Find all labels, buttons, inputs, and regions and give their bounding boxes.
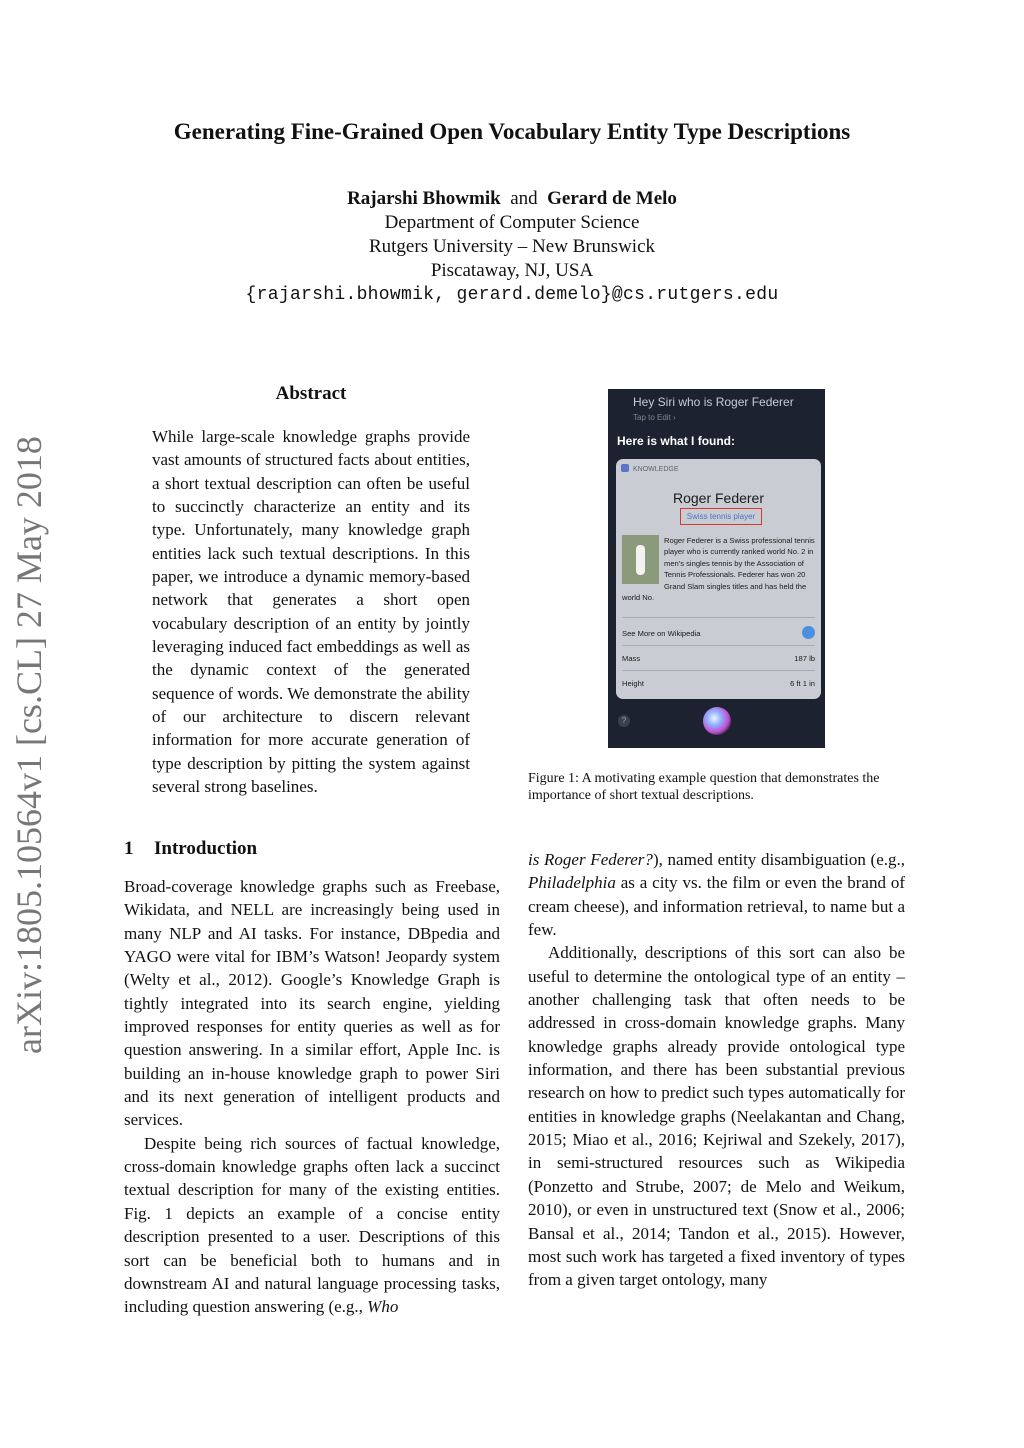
knowledge-card xyxy=(616,459,821,699)
intro-p2-italic: Who xyxy=(367,1297,399,1317)
affiliation-dept: Department of Computer Science xyxy=(384,212,640,233)
siri-tap-to-edit: Tap to Edit › xyxy=(633,413,676,422)
intro-paragraph-2 xyxy=(124,1132,500,1319)
continuation-italic: is Roger Federer? xyxy=(528,850,653,869)
entity-description-text: Roger Federer is a Swiss professional tennis player who is currently ranked world No. 2 in men's singles tennis by the Association of Tennis Professionals. Federer has won 20 Grand Slam singles titles and has held the world No. xyxy=(622,536,815,603)
safari-icon xyxy=(802,626,815,639)
paper-title: Generating Fine-Grained Open Vocabulary Entity Type Descriptions xyxy=(173,119,851,144)
intro-paragraph-1: Broad-coverage knowledge graphs such as Freebase, Wikidata, and NELL are increasingly being used in many NLP and AI tasks. For instance, DBpedia and YAGO were vital for IBM’s Watson! Jeopardy system (Welty et al., 2012). Google’s Knowledge Graph is tightly integrated into its search engine, yielding improved responses for entity queries as well as for question answering. In a similar effort, Apple Inc. is building an in-house knowledge graph to power Siri and its next generation of intelligent products and services. xyxy=(124,877,500,1130)
divider xyxy=(622,670,815,671)
continuation-text-b: as a city vs. the film or even the brand of cream cheese), and information retrieval, to name but a few. xyxy=(528,873,905,940)
mass-row xyxy=(622,654,815,663)
section-number: 1 xyxy=(124,838,134,859)
height-row xyxy=(622,679,815,688)
entity-description xyxy=(622,535,818,603)
author-emails: {rajarshi.bhowmik, gerard.demelo}@cs.rutgers.edu xyxy=(245,285,779,305)
entity-name: Roger Federer xyxy=(672,490,765,506)
abstract-text: While large-scale knowledge graphs provide vast amounts of structured facts about entities, a short textual description can often be useful to succinctly characterize an entity and its type. Unfortunately, many knowledge graph entities lack such textual descriptions. In this paper, we introduce a dynamic memory-based network that generates a short open vocabulary description of an entity by jointly leveraging induced fact embeddings as well as the dynamic context of the generated sequence of words. We demonstrate the ability of our architecture to discern relevant information for more accurate generation of type description by pitting the system against several strong baselines. xyxy=(152,427,470,797)
divider xyxy=(622,617,815,618)
affiliation-univ: Rutgers University – New Brunswick xyxy=(368,236,656,257)
intro-paragraph-2-cont xyxy=(528,848,905,941)
height-label: Height xyxy=(622,679,644,688)
abstract-heading: Abstract xyxy=(275,383,347,404)
wiki-link: See More on Wikipedia xyxy=(622,629,701,638)
siri-query: Hey Siri who is Roger Federer xyxy=(633,395,794,409)
right-column-body xyxy=(528,848,905,1292)
affiliation-location: Piscataway, NJ, USA xyxy=(430,260,594,281)
section-heading xyxy=(124,838,257,860)
figure-caption: Figure 1: A motivating example question that demonstrates the importance of short textual descriptions. xyxy=(528,771,880,803)
continuation-italic-2: Philadelphia xyxy=(528,873,616,893)
wiki-row xyxy=(622,629,815,638)
mass-label: Mass xyxy=(622,654,641,663)
knowledge-icon xyxy=(621,464,629,472)
knowledge-header xyxy=(621,464,679,473)
intro-paragraph-3: Additionally, descriptions of this sort can also be useful to determine the ontological type of an entity – another challenging task that often needs to be addressed in cross-domain knowledge graphs. Many knowledge graphs already provide ontological type information, and there has been substantial previous research on how to predict such types automatically for entities in knowledge graphs (Neelakantan and Chang, 2015; Miao et al., 2016; Kejriwal and Szekely, 2017), in semi-structured resources such as Wikipedia (Ponzetto and Strube, 2007; de Melo and Weikum, 2010), or even in unstructured text (Snow et al., 2006; Bansal et al., 2014; Tandon et al., 2015). However, most such work has targeted a fixed inventory of types from a given target ontology, many xyxy=(528,943,905,1290)
knowledge-label: KNOWLEDGE xyxy=(633,466,679,473)
siri-orb-icon xyxy=(703,707,731,735)
help-icon: ? xyxy=(618,715,630,727)
mass-value: 187 lb xyxy=(794,654,815,663)
entity-type-label: Swiss tennis player xyxy=(680,508,762,525)
divider xyxy=(622,645,815,646)
intro-p2-text: Despite being rich sources of factual knowledge, cross-domain knowledge graphs often lack a succinct textual description for many of the existing entities. Fig. 1 depicts an example of a concise entity description presented to a user. Descriptions of this sort can be beneficial both to humans and in downstream AI and natural language processing tasks, including question answering (e.g., xyxy=(124,1133,500,1317)
author-2: Gerard de Melo xyxy=(547,188,677,209)
left-column-body xyxy=(124,875,500,1319)
height-value: 6 ft 1 in xyxy=(790,679,815,688)
continuation-text-a: ), named entity disambiguation (e.g., xyxy=(652,850,905,869)
author-block xyxy=(0,187,1024,307)
section-title: Introduction xyxy=(154,838,258,859)
author-1: Rajarshi Bhowmik xyxy=(347,188,501,209)
authors-and: and xyxy=(510,188,538,209)
arxiv-identifier: arXiv:1805.10564v1 [cs.CL] 27 May 2018 xyxy=(9,436,49,1054)
siri-found-text: Here is what I found: xyxy=(617,434,736,448)
figure-siri-screenshot xyxy=(608,389,825,748)
